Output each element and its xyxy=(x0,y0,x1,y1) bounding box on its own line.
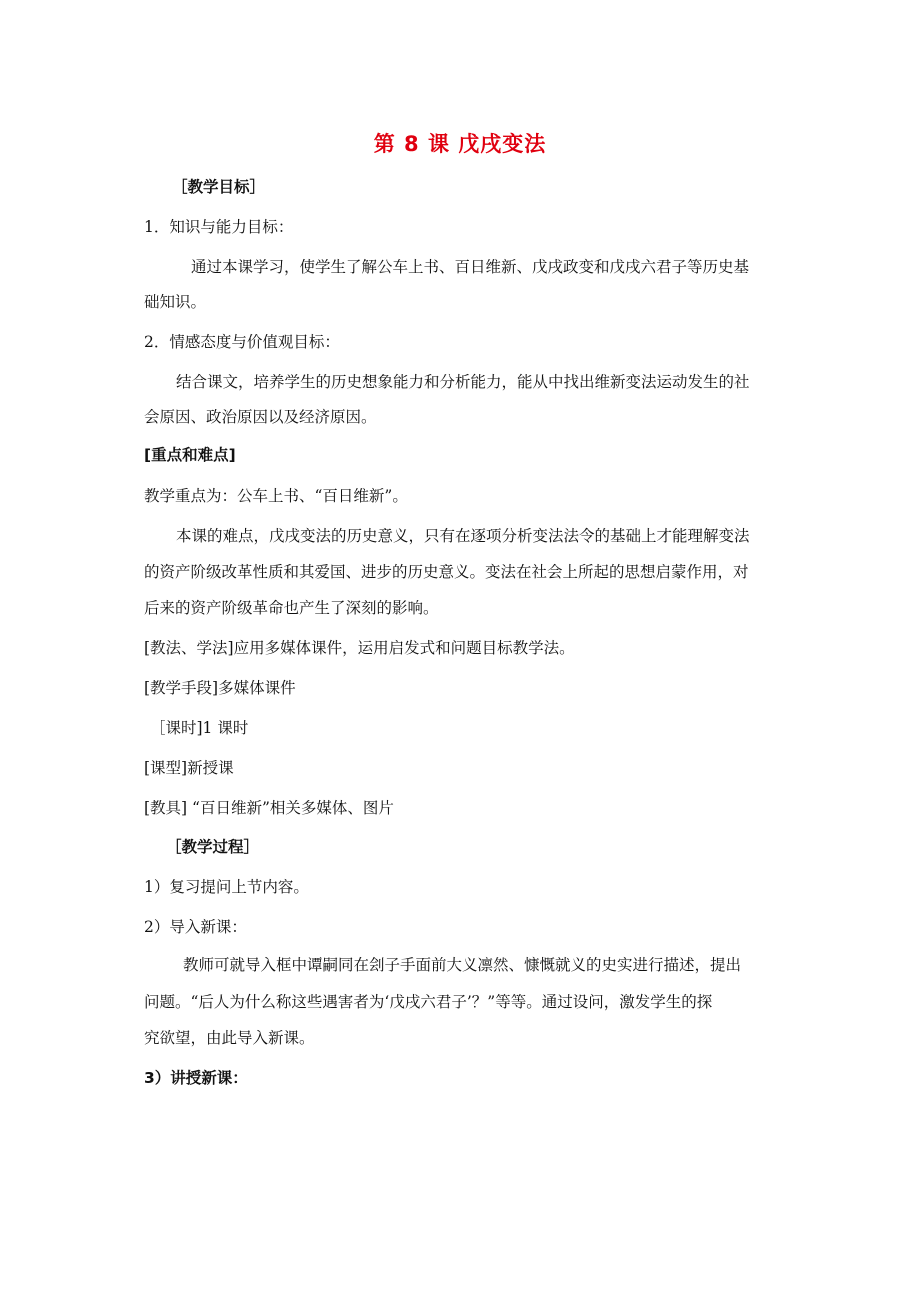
paragraph-line: 教学重点为：公车上书、“百日维新”。 xyxy=(144,487,408,505)
paragraph-line: 教师可就导入框中谭嗣同在刽子手面前大义凛然、慷慨就义的史实进行描述，提出 xyxy=(183,956,742,974)
paragraph-line: ［课时]1 课时 xyxy=(150,719,249,737)
paragraph-line: [教具] “百日维新”相关多媒体、图片 xyxy=(144,799,394,817)
section-heading-objectives: ［教学目标］ xyxy=(172,178,266,196)
paragraph-line: 问题。“后人为什么称这些遇害者为‘戊戌六君子’？”等等。通过设问，激发学生的探 xyxy=(144,993,713,1011)
objective-1-heading: 1．知识与能力目标： xyxy=(144,218,294,236)
paragraph-line: [教法、学法]应用多媒体课件，运用启发式和问题目标教学法。 xyxy=(144,639,575,657)
paragraph-line: [教学手段]多媒体课件 xyxy=(144,679,296,697)
section-heading-key-points: [重点和难点] xyxy=(144,446,236,464)
paragraph-line: 会原因、政治原因以及经济原因。 xyxy=(144,408,377,426)
paragraph-line: [课型]新授课 xyxy=(144,759,234,777)
paragraph-line: 后来的资产阶级革命也产生了深刻的影响。 xyxy=(144,599,439,617)
paragraph-line: 结合课文，培养学生的历史想象能力和分析能力，能从中找出维新变法运动发生的社 xyxy=(176,373,750,391)
paragraph-line: 1）复习提问上节内容。 xyxy=(144,878,309,896)
paragraph-line: 究欲望，由此导入新课。 xyxy=(144,1029,315,1047)
paragraph-line: 通过本课学习，使学生了解公车上书、百日维新、戊戌政变和戊戌六君子等历史基 xyxy=(191,258,750,276)
section-heading-process: ［教学过程］ xyxy=(166,838,260,856)
paragraph-line: 本课的难点，戊戌变法的历史意义，只有在逐项分析变法法令的基础上才能理解变法 xyxy=(176,527,750,545)
paragraph-line: 3）讲授新课： xyxy=(144,1069,248,1087)
paragraph-line: 的资产阶级改革性质和其爱国、进步的历史意义。变法在社会上所起的思想启蒙作用，对 xyxy=(144,563,749,581)
objective-2-heading: 2．情感态度与价值观目标： xyxy=(144,333,340,351)
document-title: 第 8 课 戊戌变法 xyxy=(373,132,547,156)
paragraph-line: 2）导入新课： xyxy=(144,918,247,936)
paragraph-line: 础知识。 xyxy=(144,293,207,311)
